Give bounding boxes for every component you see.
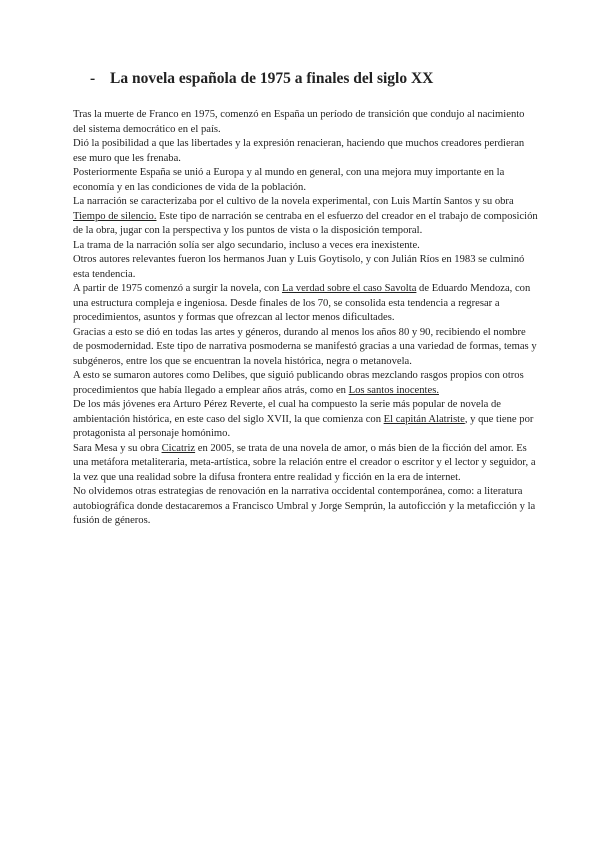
paragraph-text: Este tipo de narración se centraba en el esfuerzo del creador en el trabajo de composición de la obra, jugar con la perspectiva y los puntos de vista o la disposición temporal.	[73, 210, 538, 236]
paragraph-text: Tras la muerte de Franco en 1975, comenzó en España un período de transición que condujo al nacimiento del sistema democrático en el país.	[73, 109, 525, 135]
paragraph	[73, 326, 538, 370]
paragraph-text: La narración se caracterizaba por el cultivo de la novela experimental, con Luis Martín Santos y su obra	[73, 196, 514, 207]
document-body	[73, 108, 538, 529]
section-heading	[90, 68, 550, 90]
paragraph-text: , y que tiene por protagonista al personaje homónimo.	[73, 413, 534, 439]
work-title: Tiempo de silencio.	[73, 210, 157, 222]
work-title: La verdad sobre el caso Savolta	[281, 283, 417, 294]
paragraph	[73, 282, 538, 326]
paragraph	[73, 166, 538, 195]
paragraph-text: Otros autores relevantes fueron los hermanos Juan y Luis Goytisolo, y con Julián Ríos en 1983 se culminó esta tendencia.	[73, 254, 525, 280]
work-title: Los santos inocentes.	[348, 384, 439, 396]
paragraph	[73, 485, 538, 529]
paragraph-text: No olvidemos otras estrategias de renovación en la narrativa occidental contemporánea, como: a literatura autobiográfica donde destacaremos a Francisco Umbral y Jorge Semprún, la autoficción y la metaficción y la fusión de géneros.	[73, 486, 536, 526]
paragraph-text: A partir de 1975 comenzó a surgir la novela, con	[73, 283, 282, 294]
paragraph-text: Posteriormente España se unió a Europa y al mundo en general, con una mejora muy importante en la economía y en las condiciones de vida de la población.	[73, 167, 505, 193]
work-title: Cicatriz	[161, 442, 196, 454]
paragraph-text: De los más jóvenes era Arturo Pérez Reverte, el cual ha compuesto la serie más popular de novela de ambientación histórica, en este caso del siglo XVII, la que comienza con	[73, 399, 502, 425]
paragraph-text: A esto se sumaron autores como Delibes, que siguió publicando obras mezclando rasgos propios con otros procedimientos que había llegado a emplear años atrás, como en	[73, 370, 524, 396]
heading-title: La novela española de 1975 a finales del siglo XX	[110, 70, 434, 87]
paragraph-text: Gracias a esto se dió en todas las artes y géneros, durando al menos los años 80 y 90, recibiendo el nombre de posmodernidad. Este tipo de narrativa posmoderna se manifestó gracias a una variedad de formas, temas y subgéneros, entre los que se encuentran la novela histórica, negra o metanovela.	[73, 326, 537, 367]
paragraph	[73, 398, 538, 442]
paragraph	[73, 253, 538, 282]
paragraph-text: en 2005, se trata de una novela de amor, o más bien de la ficción del amor. Es una metáfora metaliteraria, meta-artística, sobre la relación entre el creador o escritor y el lector y seguidor, a la vez que una realidad sobre la difusa frontera entre realidad y ficción en la era de internet.	[73, 442, 536, 483]
paragraph-text: Sara Mesa y su obra	[73, 442, 162, 454]
paragraph	[73, 442, 538, 486]
heading-dash: -	[90, 70, 96, 87]
paragraph	[73, 369, 538, 398]
paragraph	[73, 108, 538, 137]
paragraph	[73, 137, 538, 166]
work-title: El capitán Alatriste	[383, 413, 465, 425]
paragraph	[73, 239, 538, 254]
paragraph-text: Dió la posibilidad a que las libertades y la expresión renacieran, haciendo que muchos creadores perdieran ese muro que les frenaba.	[73, 138, 525, 164]
paragraph-text: La trama de la narración solía ser algo secundario, incluso a veces era inexistente.	[73, 239, 420, 251]
paragraph-text: de Eduardo Mendoza, con una estructura compleja e ingeniosa. Desde finales de los 70, se consolida esta tendencia a regresar a procedimientos, asuntos y formas que ofrezcan al lector menos dificultades.	[73, 283, 531, 323]
paragraph	[73, 195, 538, 239]
